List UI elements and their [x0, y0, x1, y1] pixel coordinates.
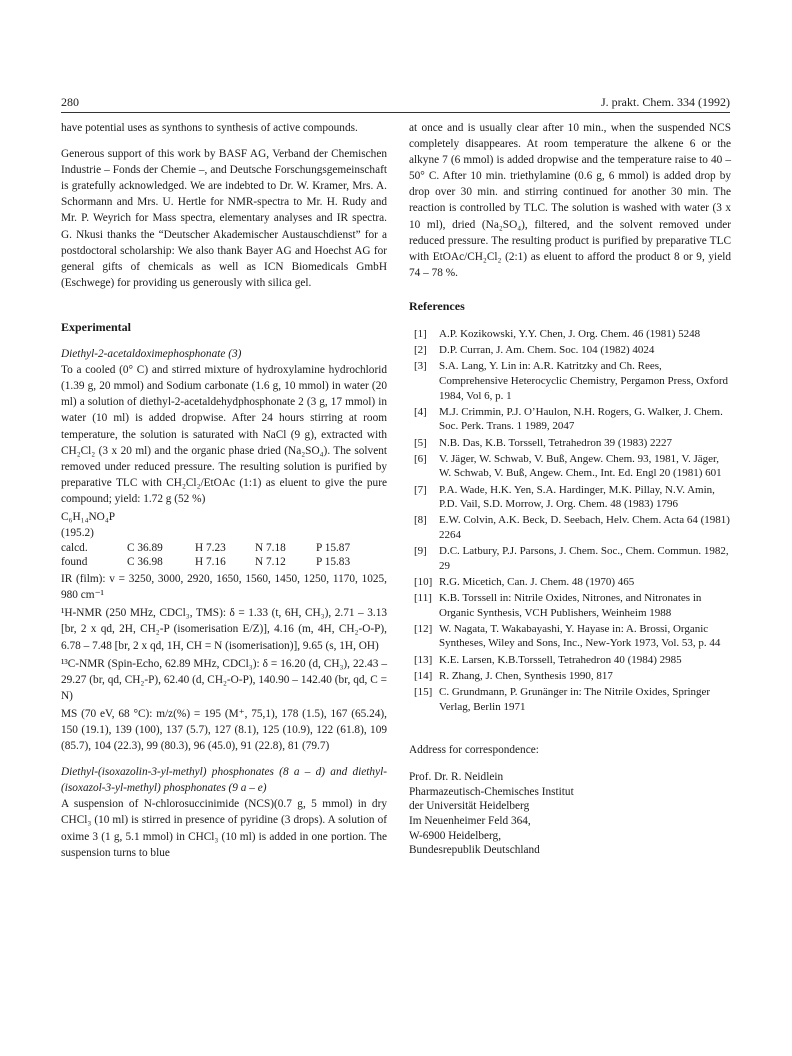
procedure-continuation: at once and is usually clear after 10 min., when the suspended NCS completely disappeares. At room temperature the alkene 6 or the alkyne 7 (6 mmol) is added dropwise and the temperature raise to 40 – 50° C. After 10 min. triethylamine (0.6 g, 6 mmol) is added drop by drop over 30 min. and stirring continued for another 30 min. The reaction is controlled by TLC. The solution is washed with water (3 x 10 ml), dried (Na₂SO₄), filtered, and the solvent removed under reduced pressure. The resulting product is purified by preparative TLC with EtOAc/CH₂Cl₂ (2:1) as eluent to afford the product 8 or 9, yield 74 – 78 %.: [409, 122, 731, 279]
address-line: der Universität Heidelberg: [409, 800, 530, 813]
analysis-label: found: [61, 556, 88, 569]
page-number: 280: [61, 95, 79, 109]
reference-number: [1]: [414, 328, 427, 341]
elemental-analysis-table: [61, 541, 387, 569]
reference-text: V. Jäger, W. Schwab, V. Buß, Angew. Chem. 93, 1981, V. Jäger, W. Schwab, V. Buß, Angew. Chem., Int. Ed. Engl 20 (1981) 601: [439, 452, 722, 480]
analysis-h: H 7.16: [195, 556, 226, 569]
reference-item: [409, 513, 731, 542]
address-line: Pharmazeutisch-Chemisches Institut: [409, 785, 574, 798]
address-line: Im Neuenheimer Feld 364,: [409, 815, 531, 828]
experimental-heading: Experimental: [61, 319, 131, 334]
reference-item: [409, 405, 731, 434]
address-line: W-6900 Heidelberg,: [409, 829, 502, 842]
reference-item: [409, 359, 731, 403]
address-line: Bundesrepublik Deutschland: [409, 844, 540, 857]
hnmr-data: ¹H-NMR (250 MHz, CDCl₃, TMS): δ = 1.33 (t, 6H, CH₃), 2.71 – 3.13 [br, 2 x qd, 2H, CH₂-P (isomerisation E/Z)], 4.16 (m, 4H, CH₂-O-P), 6.78 – 7.48 [br, 2 x qd, 1H, CH = N (isomerisation)], 9.65 (s, 1H, OH): [61, 607, 387, 652]
address-line: Prof. Dr. R. Neidlein: [409, 771, 504, 784]
reference-number: [4]: [414, 405, 427, 418]
journal-citation: J. prakt. Chem. 334 (1992): [601, 95, 730, 109]
reference-text: E.W. Colvin, A.K. Beck, D. Seebach, Helv. Chem. Acta 64 (1981) 2264: [439, 514, 730, 541]
reference-text: W. Nagata, T. Wakabayashi, Y. Hayase in: A. Brossi, Organic Syntheses, Wiley and Sons, Inc., New-York 1973, Vol. 53, p. 44: [439, 622, 721, 650]
analysis-h: H 7.23: [195, 542, 226, 555]
reference-number: [5]: [414, 436, 427, 449]
reference-text: M.J. Crimmin, P.J. O’Haulon, N.H. Rogers, G. Walker, J. Chem. Soc. Perk. Trans. 1 1989, 2047: [439, 405, 723, 433]
reference-item: [409, 575, 731, 590]
reference-text: D.C. Latbury, P.J. Parsons, J. Chem. Soc., Chem. Commun. 1982, 29: [439, 545, 729, 572]
analysis-row-calcd: [61, 541, 387, 555]
reference-number: [8]: [414, 514, 427, 527]
reference-text: P.A. Wade, H.K. Yen, S.A. Hardinger, M.K. Pillay, N.V. Amin, P.D. Vail, S.D. Morrow, J. Org. Chem. 48 (1983) 1796: [439, 483, 715, 511]
reference-text: K.E. Larsen, K.B.Torssell, Tetrahedron 40 (1984) 2985: [439, 653, 682, 666]
analysis-p: P 15.87: [316, 542, 351, 555]
acknowledgements-paragraph: Generous support of this work by BASF AG, Verband der Chemischen Industrie – Fonds der Chemie –, and Deutsche Forschungsgemeinschaft is gratefully acknowledged. We are indebted to Dr. W. Kramer, Mrs. A. Schormann and Mrs. U. Hertle for NMR-spectra to Mr. H. Rudy and Mr. P. Weyrich for Mass spectra, elementary analyses and IR spectra. G. Nkusi thanks the “Deutscher Akademischer Austauschdienst” for a postdoctoral scholarship: We also thank Bayer AG and Hoechst AG for general gifts of chemicals as well as ICN Biomedicals GmbH (Eschwege) for providing us generously with silica gel.: [61, 148, 387, 289]
analysis-n: N 7.18: [255, 542, 286, 555]
reference-item: [409, 669, 731, 684]
reference-number: [9]: [414, 545, 427, 558]
reference-text: A.P. Kozikowski, Y.Y. Chen, J. Org. Chem. 46 (1981) 5248: [439, 328, 701, 341]
reference-text: R.G. Micetich, Can. J. Chem. 48 (1970) 465: [439, 575, 635, 588]
analysis-c: C 36.98: [127, 556, 163, 569]
molecular-weight: (195.2): [61, 527, 94, 540]
reference-item: [409, 653, 731, 668]
reference-text: K.B. Torssell in: Nitrile Oxides, Nitrones, and Nitronates in Organic Synthesis, VCH Publishers, Weinheim 1988: [439, 592, 702, 619]
ms-data: MS (70 eV, 68 °C): m/z(%) = 195 (M⁺, 75,1), 178 (1.5), 167 (65.24), 150 (19.1), 139 (100), 137 (5.7), 127 (8.1), 125 (10.9), 122 (61.8), 109 (85.7), 104 (22.3), 99 (80.3), 96 (45.0), 91 (22.8), 81 (79.7): [61, 707, 387, 753]
reference-number: [3]: [414, 360, 427, 373]
compound-3-title: Diethyl-2-acetaldoximephosphonate (3): [61, 348, 242, 361]
analysis-label: calcd.: [61, 542, 88, 555]
compound-8-9-procedure: A suspension of N-chlorosuccinimide (NCS)(0.7 g, 5 mmol) in dry CHCl₃ (10 ml) is stirred in presence of pyridine (3 drops). A solution of oxime 3 (1 g, 5.1 mmol) in CHCl₃ (10 ml) is added in one portion. The suspension turns to blue: [61, 798, 387, 859]
header-rule: [61, 112, 730, 113]
reference-text: R. Zhang, J. Chen, Synthesis 1990, 817: [439, 669, 613, 682]
analysis-n: N 7.12: [255, 556, 286, 569]
reference-item: [409, 591, 731, 620]
correspondence-address: [409, 770, 731, 858]
reference-number: [10]: [414, 575, 433, 588]
reference-text: D.P. Curran, J. Am. Chem. Soc. 104 (1982) 4024: [439, 344, 655, 357]
intro-paragraph: have potential uses as synthons to synthesis of active compounds.: [61, 122, 358, 134]
reference-item: [409, 685, 731, 714]
reference-number: [14]: [414, 669, 433, 682]
ir-data: IR (film): v = 3250, 3000, 2920, 1650, 1560, 1450, 1250, 1170, 1025, 980 cm⁻¹: [61, 573, 387, 602]
reference-text: S.A. Lang, Y. Lin in: A.R. Katritzky and Ch. Rees, Comprehensive Heterocyclic Chemistry, Pergamon Press, Oxford 1984, Vol 6, p. 1: [439, 360, 728, 402]
reference-number: [15]: [414, 686, 433, 698]
reference-item: [409, 483, 731, 512]
reference-number: [6]: [414, 452, 427, 465]
address-label: Address for correspondence:: [409, 744, 539, 757]
reference-number: [13]: [414, 653, 433, 666]
references-heading: References: [409, 298, 465, 313]
analysis-c: C 36.89: [127, 542, 163, 555]
analysis-p: P 15.83: [316, 556, 351, 569]
running-header: [61, 94, 730, 110]
reference-text: N.B. Das, K.B. Torssell, Tetrahedron 39 (1983) 2227: [439, 436, 672, 449]
reference-number: [12]: [414, 622, 433, 635]
reference-item: [409, 436, 731, 451]
reference-number: [7]: [414, 483, 427, 496]
compound-3-procedure: To a cooled (0° C) and stirred mixture of hydroxylamine hydrochlorid (1.39 g, 20 mmol) and Sodium carbonate (1.6 g, 10 mmol) in water (20 ml) a solution of diethyl-2-acetaldehydphosphonate 2 (3 g, 17 mmol) in water (10 ml) is added dropwise. After 24 hours stirring at room temperature, the solution is saturated with NaCl (9 g), extracted with CH₂Cl₂ (3 x 20 ml) and the organic phase dried (Na₂SO₄). The solvent removed under reduced pressure. The resulting solution is purified by preparative TLC with CH₂Cl₂/EtOAc (1:1) as eluent to give the pure compound; yield: 1.72 g (52 %): [61, 364, 387, 505]
molecular-formula: C₆H₁₄NO₄P: [61, 510, 116, 523]
reference-item: [409, 343, 731, 358]
cnmr-data: ¹³C-NMR (Spin-Echo, 62.89 MHz, CDCl₃): δ = 16.20 (d, CH₃), 22.43 – 29.27 (br, qd, CH₂-P), 62.40 (d, CH₂-O-P), 140.90 – 142.40 (br, qd, C = N): [61, 657, 387, 702]
reference-item: [409, 327, 731, 342]
right-column: [409, 120, 731, 858]
analysis-row-found: [61, 555, 387, 569]
compound-8-9-title: Diethyl-(isoxazolin-3-yl-methyl) phosphonates (8 a – d) and diethyl-(isoxazol-3-yl-methyl) phosphonates (9 a – e): [61, 766, 387, 795]
reference-list: [409, 327, 731, 714]
reference-item: [409, 622, 731, 651]
reference-number: [11]: [414, 592, 432, 605]
reference-item: [409, 544, 731, 573]
reference-text: C. Grundmann, P. Grunänger in: The Nitrile Oxides, Springer Verlag, Berlin 1971: [439, 686, 711, 713]
reference-item: [409, 452, 731, 481]
reference-number: [2]: [414, 344, 427, 357]
left-column: [61, 120, 387, 861]
